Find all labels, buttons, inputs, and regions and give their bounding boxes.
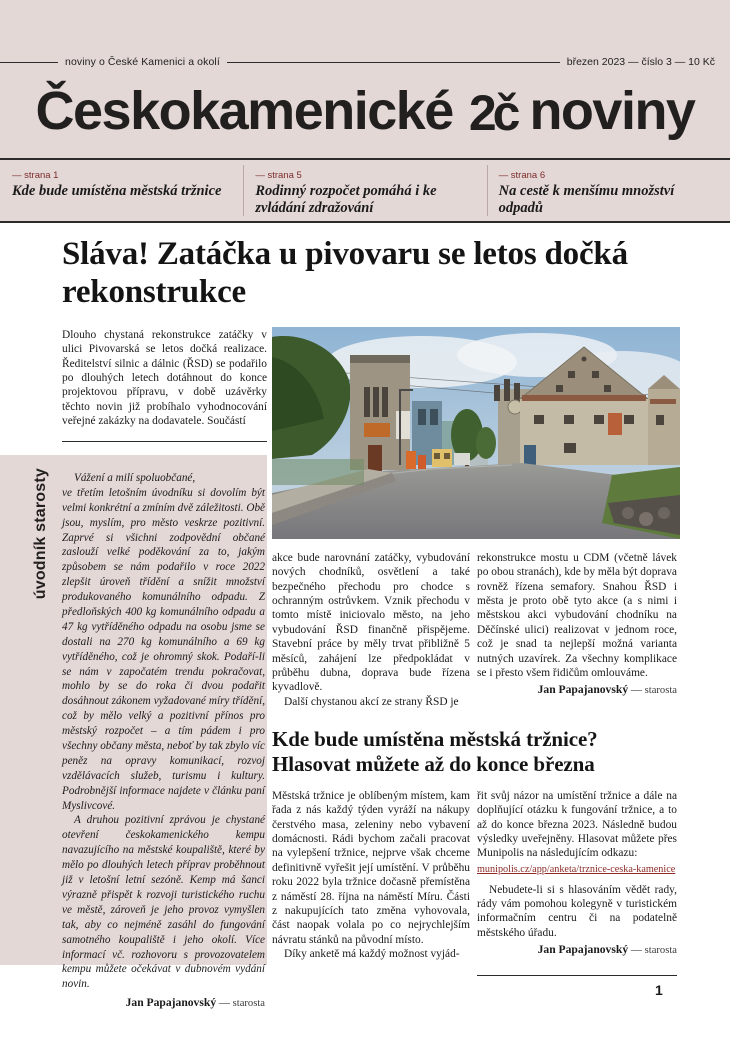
- editorial-label-text: úvodník starosty: [32, 468, 49, 600]
- paragraph: řit svůj názor na umístění tržnice a dále na doplňující otázku k fungování tržnice, a to až do konce března 2023. Následně budou výsledky uveřejněny. Hlasovat můžete přes Munipolis na následujícím odkazu:: [477, 790, 677, 860]
- paragraph: Další chystanou akcí ze strany ŘSD je: [284, 695, 459, 708]
- paragraph: Městská tržnice je oblíbeným místem, kam řada z nás každý týden vyráží na nákupy čerstvého masa, zeleniny nebo vybavení domácnosti. Rádi bychom začali pracovat na vylepšení tržnice, nejprve však chceme definitivně vyřešit její umístění. V průběhu roku 2022 byla tržnice dočasně přemístěna z náměstí 28. října na náměstí Míru. Části z nakupujících tato změna vyhovovala, část naopak volala po co nejrychlejším návratu stánků na původní místo.: [272, 790, 470, 946]
- signature-role: starosta: [644, 945, 677, 957]
- table-of-contents: [0, 160, 730, 222]
- masthead-kicker-row: [0, 52, 730, 72]
- toc-item-2[interactable]: [243, 160, 486, 222]
- two-c-logo-icon: 2č: [468, 85, 517, 141]
- footer-divider: [477, 975, 677, 976]
- article2-column-1: [272, 789, 470, 961]
- signature-name: Jan Papajanovský: [125, 996, 217, 1010]
- toc-title: Kde bude umístěna městská tržnice: [12, 183, 222, 199]
- toc-page-label: — strana 5: [255, 170, 302, 181]
- signature-dash: —: [216, 997, 233, 1010]
- signature-role: starosta: [644, 685, 677, 697]
- poll-link[interactable]: munipolis.cz/app/anketa/trznice-ceska-kamenice: [477, 863, 676, 875]
- masthead-logo: [0, 72, 730, 150]
- signature-dash: —: [628, 944, 645, 957]
- signature-name: Jan Papajanovský: [537, 683, 629, 697]
- page-number: 1: [655, 982, 663, 998]
- kicker-rule-left: [0, 62, 58, 63]
- editorial-top-rule: [62, 441, 267, 442]
- toc-divider: [0, 221, 730, 223]
- editorial-body: [62, 471, 265, 1011]
- paragraph: rekonstrukce mostu u CDM (včetně lávek po obou stranách), kde by měla být doprava rovněž řízena semafory. Snahou ŘSD i města je proto obě tyto akce (a s nimi i městskou akci vybudování chodníku na Děčínské ulici) realizovat v jednom roce, což je snad ta nejlepší možná varianta nutných uzavírek. Za všechny komplikace se i přesto všem řidičům omlouváme.: [477, 552, 677, 679]
- toc-title: Na cestě k menšímu množství odpadů: [498, 183, 675, 217]
- masthead: [0, 0, 730, 222]
- article2-headline-line2: Hlasovat můžete až do konce března: [272, 752, 595, 777]
- lead-article-headline: Sláva! Zatáčka u pivovaru se letos dočká rekonstrukce: [62, 236, 628, 310]
- paragraph: Nebudete-li si s hlasováním vědět rady, rády vám pomohou kolegyně v turistickém informačním centru či na podatelně městského úřadu.: [477, 883, 677, 939]
- lead-article-column-2: [272, 551, 470, 709]
- paragraph: Dlouho chystaná rekonstrukce zatáčky v ulici Pivovarská se letos dočká realizace. Ředitelství silnic a dálnic (ŘSD) se podařilo po dlouhých letech dotáhnout do konce projektovou přípravu, v době uzávěrky těchto novin již probíhalo vyhodnocování veřejné zakázky na dodavatele. Součástí: [62, 329, 267, 428]
- street-photo-illustration: [272, 327, 680, 539]
- article2-signature: [477, 943, 677, 958]
- paragraph: Díky anketě má každý možnost vyjád-: [284, 947, 460, 960]
- signature-name: Jan Papajanovský: [537, 943, 629, 957]
- logo-word-first: Českokamenické: [35, 81, 453, 141]
- masthead-subtitle: noviny o České Kamenici a okolí: [65, 56, 220, 68]
- paragraph: akce bude narovnání zatáčky, vybudování nových chodníků, osvětlení a také bezpečného přechodu pro chodce s ochranným ostrůvkem. Vznik přechodu v tomto místě iniciovalo město, na jeho vybudování ŘSD finančně přispějeme. Stavební práce by měly trvat přibližně 5 měsíců, zahájení lze předpokládat v průběhu dubna, doprava bude řízena kyvadlově.: [272, 552, 470, 694]
- toc-item-1[interactable]: [0, 160, 243, 222]
- toc-page-label: — strana 1: [12, 170, 59, 181]
- kicker-rule-middle: [227, 62, 560, 63]
- article2-headline: [272, 727, 684, 777]
- editorial-signature: [62, 995, 265, 1011]
- signature-dash: —: [628, 684, 645, 697]
- masthead-issue-info: březen 2023 — číslo 3 — 10 Kč: [566, 56, 715, 68]
- logo-word-last: noviny: [529, 81, 695, 141]
- toc-item-3[interactable]: [487, 160, 730, 222]
- lead-article-column-1: [62, 328, 267, 429]
- article2-headline-line1: Kde bude umístěna městská tržnice?: [272, 727, 598, 751]
- signature-role: starosta: [232, 998, 265, 1010]
- paragraph: Vážení a milí spoluobčané,: [74, 472, 196, 484]
- article2-column-2: [477, 789, 677, 958]
- lead-article-column-3: [477, 551, 677, 698]
- paragraph: A druhou pozitivní zprávou je chystané otevření českokamenického kempu navazujícího na městské koupaliště, které by mělo po dlouhých letech příprav proběhnout již v letošní letní sezóně. Kemp má šanci výrazně přispět k rozvoji turistického ruchu ve městě, zároveň je jeho provoz vymyšlen tak, aby co nejméně zasáhl do fungování samotného koupaliště i jeho okolí. Více informací vč. rozhovoru s provozovatelem kempu můžete očekávat v dubnovém vydání novin.: [62, 814, 265, 991]
- toc-title: Rodinný rozpočet pomáhá i ke zvládání zdražování: [255, 183, 437, 217]
- editorial-vertical-label: [24, 468, 58, 718]
- toc-page-label: — strana 6: [498, 170, 546, 181]
- lead-article-signature: [477, 683, 677, 698]
- paragraph: ve třetím letošním úvodníku si dovolím být velmi konkrétní a zmíním dvě záležitosti. Obě jsou, myslím, pro město veskrze pozitivní. Zaprvé si všichni zodpovědní občané zaslouží velké poděkování za to, jakým způsobem se nám podařilo v roce 2022 zlepšit úroveň třídění a snížit množství produkovaného komunálního odpadu. Z předloňských 400 kg komunálního odpadu a 47 kg vytříděného odpadu na osobu jsme se dostali na 270 kg komunálního a 69 kg vytříděného, což je ohromný skok. Podaří-li se nám v započatém trendu pokračovat, mohlo by se do roka či dvou podařit dosáhnout zákonem vyžadované míry třídění, což by mělo velký a pozitivní přínos pro městský rozpočet – a tím pádem i pro všechny občany města, neboť by tak zbylo víc peněz na opravy komunikací, rozvoj vzdělávacích služeb, turismu i kultury. Podrobnější informace najdete v článku paní Myslivcové.: [62, 486, 265, 812]
- lead-article-photo: [272, 327, 680, 539]
